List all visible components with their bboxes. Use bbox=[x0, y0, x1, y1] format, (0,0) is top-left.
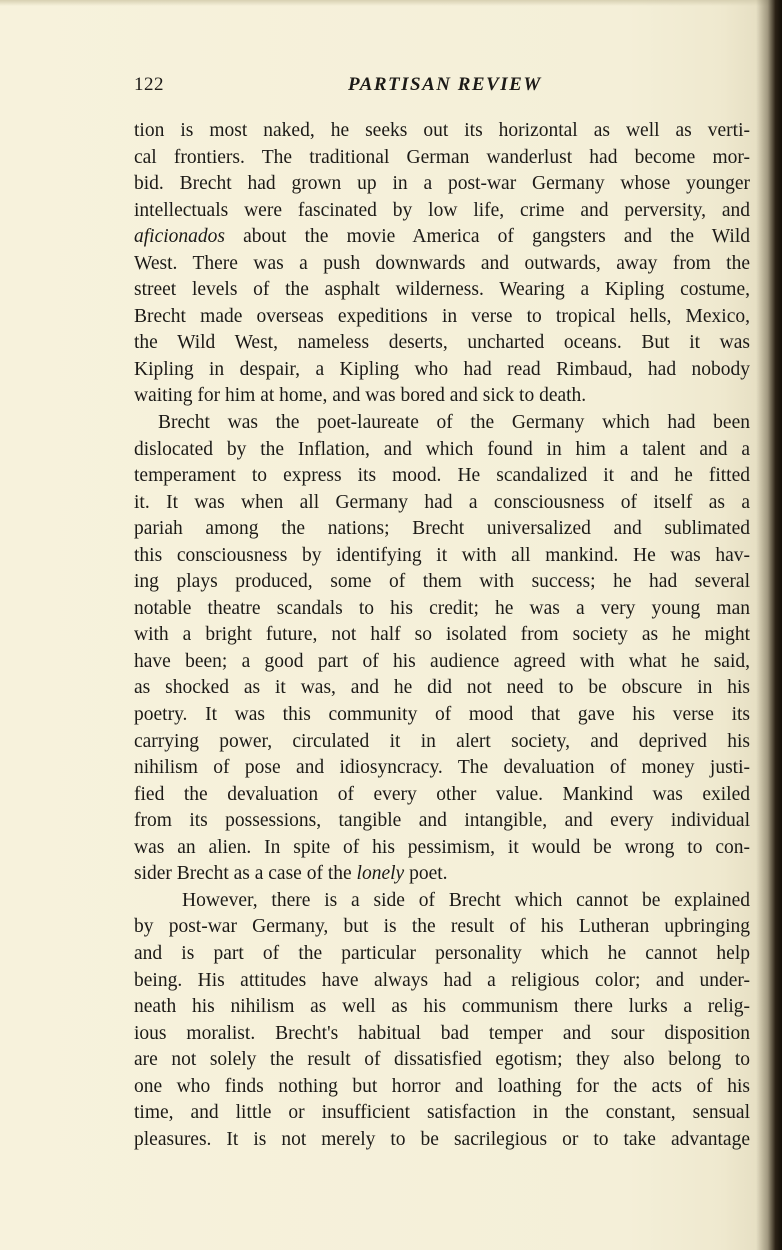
text-line: pariah among the nations; Brecht universalized and sublimated bbox=[134, 518, 750, 540]
text-line: one who finds nothing but horror and loathing for the acts of his bbox=[134, 1075, 750, 1097]
book-spine-shadow bbox=[756, 0, 782, 1250]
text-line: sider Brecht as a case of the lonely poet. bbox=[134, 863, 448, 885]
text-line: Brecht made overseas expeditions in verse to tropical hells, Mexico, bbox=[134, 305, 750, 327]
italic-term: aficionados bbox=[134, 226, 225, 248]
text-line: nihilism of pose and idiosyncracy. The devaluation of money justi- bbox=[134, 757, 750, 779]
text-line: neath his nihilism as well as his communism there lurks a relig- bbox=[134, 996, 750, 1018]
page-header bbox=[134, 74, 750, 104]
text-line: time, and little or insufficient satisfaction in the constant, sensual bbox=[134, 1102, 750, 1124]
text-line: pleasures. It is not merely to be sacrilegious or to take advantage bbox=[134, 1128, 750, 1150]
page-number: 122 bbox=[134, 74, 164, 95]
text-line: dislocated by the Inflation, and which found in him a talent and a bbox=[134, 438, 750, 460]
text-line: aficionados about the movie America of gangsters and the Wild bbox=[134, 226, 750, 248]
italic-term: lonely bbox=[356, 863, 405, 885]
text-line: poetry. It was this community of mood that gave his verse its bbox=[134, 704, 750, 726]
text-line: with a bright future, not half so isolated from society as he might bbox=[134, 624, 750, 646]
text-line: street levels of the asphalt wilderness. Wearing a Kipling costume, bbox=[134, 279, 750, 301]
body-text bbox=[134, 118, 750, 1153]
text-line: ing plays produced, some of them with success; he had several bbox=[134, 571, 750, 593]
text-line: temperament to express its mood. He scandalized it and he fitted bbox=[134, 465, 750, 487]
text-line: and is part of the particular personality which he cannot help bbox=[134, 942, 750, 964]
text-line: bid. Brecht had grown up in a post-war Germany whose younger bbox=[134, 173, 750, 195]
text-line: fied the devaluation of every other value. Mankind was exiled bbox=[134, 783, 750, 805]
text-line: carrying power, circulated it in alert society, and deprived his bbox=[134, 730, 750, 752]
text-line: West. There was a push downwards and outwards, away from the bbox=[134, 252, 750, 274]
text-line: as shocked as it was, and he did not need to be obscure in his bbox=[134, 677, 750, 699]
text-line: have been; a good part of his audience agreed with what he said, bbox=[134, 650, 750, 672]
text-line: waiting for him at home, and was bored and sick to death. bbox=[134, 385, 587, 407]
text-line: are not solely the result of dissatisfied egotism; they also belong to bbox=[134, 1049, 750, 1071]
text-line: intellectuals were fascinated by low life, crime and perversity, and bbox=[134, 199, 750, 221]
page-top-edge bbox=[0, 0, 782, 6]
text-line: notable theatre scandals to his credit; he was a very young man bbox=[134, 597, 750, 619]
text-line: the Wild West, nameless deserts, uncharted oceans. But it was bbox=[134, 332, 750, 354]
text-line: cal frontiers. The traditional German wanderlust had become mor- bbox=[134, 146, 750, 168]
text-line: from its possessions, tangible and intangible, and every individual bbox=[134, 810, 750, 832]
text-line: tion is most naked, he seeks out its horizontal as well as verti- bbox=[134, 120, 750, 141]
text-line: this consciousness by identifying it with all mankind. He was hav- bbox=[134, 544, 750, 566]
running-head: PARTISAN REVIEW bbox=[348, 74, 542, 95]
paragraph-start-line: However, there is a side of Brecht which cannot be explained bbox=[182, 889, 750, 911]
text-line: Kipling in despair, a Kipling who had read Rimbaud, had nobody bbox=[134, 358, 750, 380]
text-line: by post-war Germany, but is the result of his Lutheran upbringing bbox=[134, 916, 750, 938]
paragraph-start-line: Brecht was the poet-laureate of the Germany which had been bbox=[158, 412, 750, 434]
text-line: ious moralist. Brecht's habitual bad temper and sour disposition bbox=[134, 1022, 750, 1044]
text-line: being. His attitudes have always had a religious color; and under- bbox=[134, 969, 750, 991]
text-line: was an alien. In spite of his pessimism, it would be wrong to con- bbox=[134, 836, 750, 858]
text-line: it. It was when all Germany had a consciousness of itself as a bbox=[134, 491, 750, 513]
